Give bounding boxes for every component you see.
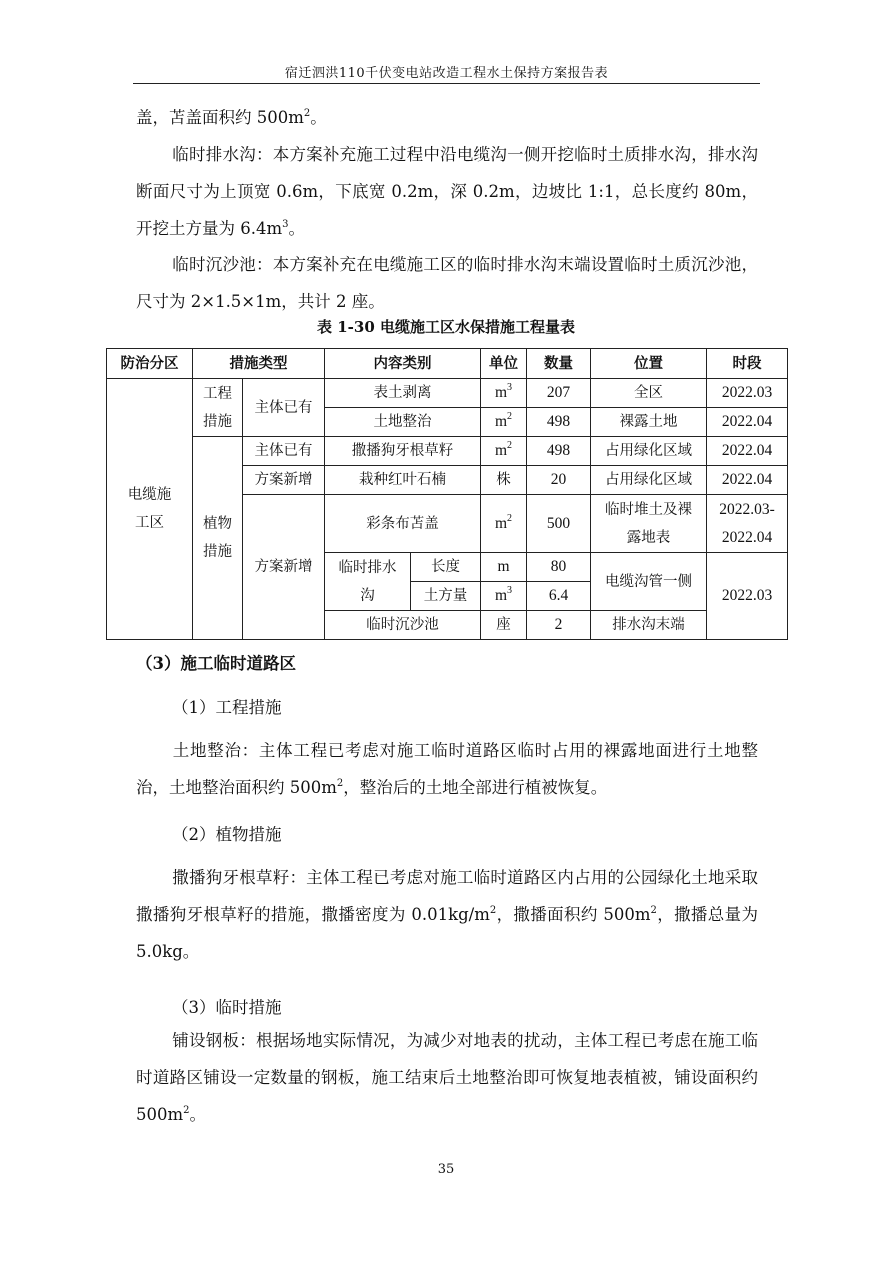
quantity-cell: 2: [527, 611, 591, 640]
text-span: 土地整治：主体工程已考虑对施工临时道路区临时占用的裸露地面进行土地整治，土地整治面积约 500m: [136, 741, 758, 797]
location-cell: 裸露土地: [591, 408, 707, 437]
table-row: [107, 379, 788, 408]
header-cell: 单位: [481, 349, 527, 379]
period-cell: 2022.03-2022.04: [707, 495, 788, 553]
unit-text: m: [494, 413, 508, 430]
header-cell: 时段: [707, 349, 788, 379]
quantity-cell: 6.4: [527, 582, 591, 611]
period-cell: 2022.04: [707, 466, 788, 495]
paragraph-grass-seeding: [136, 859, 758, 970]
subsection-title-plant: （2）植物措施: [172, 825, 282, 844]
text-span: 。: [310, 108, 327, 127]
subcontent-cell: 土方量: [411, 582, 481, 611]
superscript: 2: [507, 512, 513, 524]
header-cell: 数量: [527, 349, 591, 379]
content-cell: 土地整治: [325, 408, 481, 437]
subcontent-cell: 长度: [411, 553, 481, 582]
content-cell: 临时沉沙池: [325, 611, 481, 640]
content-cell: 彩条布苫盖: [325, 495, 481, 553]
superscript: 2: [507, 411, 513, 422]
header-cell: 位置: [591, 349, 707, 379]
superscript: 3: [507, 585, 513, 596]
superscript: 2: [183, 1105, 190, 1116]
period-cell: 2022.04: [707, 437, 788, 466]
page-header-title: 宿迁泗洪110千伏变电站改造工程水土保持方案报告表: [284, 66, 609, 81]
source-cell: 方案新增: [243, 466, 325, 495]
unit-text: m: [494, 514, 508, 532]
superscript: 2: [507, 440, 513, 451]
header-cell: 措施类型: [193, 349, 325, 379]
text-span: 。: [288, 219, 306, 238]
header-cell: 防治分区: [107, 349, 193, 379]
unit-cell: [481, 437, 527, 466]
content-cell: 临时排水沟: [325, 553, 411, 611]
text-span: ，整治后的土地全部进行植被恢复。: [343, 778, 608, 797]
unit-cell: 座: [481, 611, 527, 640]
text-span: ，撒播总量为 5.0kg。: [136, 905, 759, 961]
quantity-cell: 207: [527, 379, 591, 408]
location-cell: 占用绿化区域: [591, 466, 707, 495]
period-cell: 2022.03: [707, 379, 788, 408]
table-row: [107, 437, 788, 466]
location-cell: 全区: [591, 379, 707, 408]
unit-text: m: [494, 384, 508, 401]
superscript: 3: [282, 219, 289, 230]
paragraph-temp-drain: [136, 136, 758, 247]
text-span: 撒播狗牙根草籽：主体工程已考虑对施工临时道路区内占用的公园绿化土地采取撒播狗牙根草籽的措施，撒播密度为 0.01kg/m: [136, 868, 758, 924]
subsection-title-engineering: （1）工程措施: [172, 698, 282, 717]
location-cell: 占用绿化区域: [591, 437, 707, 466]
text-span: 铺设钢板：根据场地实际情况，为减少对地表的扰动，主体工程已考虑在施工临时道路区铺设一定数量的钢板，施工结束后土地整治即可恢复地表植被，铺设面积约 500m: [136, 1031, 758, 1124]
content-cell: 栽种红叶石楠: [325, 466, 481, 495]
quantity-cell: 498: [527, 437, 591, 466]
superscript: 2: [650, 905, 657, 916]
paragraph-land-rehabilitation: [136, 732, 758, 806]
unit-text: m: [494, 587, 508, 604]
type-cell: 植物措施: [193, 437, 243, 640]
text-span: 临时沉沙池：本方案补充在电缆施工区的临时排水沟末端设置临时土质沉沙池，尺寸为 2×1.5×1m，共计 2 座。: [136, 255, 758, 311]
unit-cell: [481, 408, 527, 437]
source-cell: 方案新增: [243, 495, 325, 640]
unit-text: m: [494, 442, 508, 459]
header-divider: [133, 83, 760, 84]
location-cell: 临时堆土及裸露地表: [591, 495, 707, 553]
quantity-cell: 80: [527, 553, 591, 582]
superscript: 2: [303, 108, 311, 119]
table-header-row: [107, 349, 788, 379]
table-caption: 表 1-30 电缆施工区水保措施工程量表: [317, 318, 575, 336]
unit-cell: m: [481, 553, 527, 582]
paragraph-cover-end: [136, 99, 758, 136]
text-span: 。: [189, 1105, 207, 1124]
measures-table: [106, 348, 788, 640]
period-cell: 2022.04: [707, 408, 788, 437]
content-cell: 撒播狗牙根草籽: [325, 437, 481, 466]
superscript: 2: [336, 778, 344, 789]
zone-cell: 电缆施工区: [107, 379, 193, 640]
paragraph-sedimentation-tank: [136, 246, 758, 320]
unit-cell: 株: [481, 466, 527, 495]
paragraph-steel-plates: [136, 1022, 758, 1133]
content-cell: 表土剥离: [325, 379, 481, 408]
section-heading: （3）施工临时道路区: [136, 654, 296, 673]
subsection-title-temporary: （3）临时措施: [172, 998, 282, 1017]
location-cell: 排水沟末端: [591, 611, 707, 640]
location-cell: 电缆沟管一侧: [591, 553, 707, 611]
superscript: 2: [489, 905, 497, 916]
quantity-cell: 498: [527, 408, 591, 437]
source-cell: 主体已有: [243, 379, 325, 437]
header-cell: 内容类别: [325, 349, 481, 379]
superscript: 3: [507, 382, 513, 393]
unit-cell: [481, 495, 527, 553]
type-cell: 工程措施: [193, 379, 243, 437]
period-cell: 2022.03: [707, 553, 788, 640]
unit-cell: [481, 379, 527, 408]
text-span: 临时排水沟：本方案补充施工过程中沿电缆沟一侧开挖临时土质排水沟，排水沟断面尺寸为上顶宽 0.6m，下底宽 0.2m，深 0.2m，边坡比 1:1，总长度约 80m，开挖土方量为 6.4m: [136, 145, 758, 238]
quantity-cell: 20: [527, 466, 591, 495]
quantity-cell: 500: [527, 495, 591, 553]
text-span: ，撒播面积约 500m: [496, 905, 651, 924]
page-number: 35: [437, 1162, 455, 1177]
source-cell: 主体已有: [243, 437, 325, 466]
text-span: 盖，苫盖面积约 500m: [136, 108, 304, 127]
unit-cell: [481, 582, 527, 611]
